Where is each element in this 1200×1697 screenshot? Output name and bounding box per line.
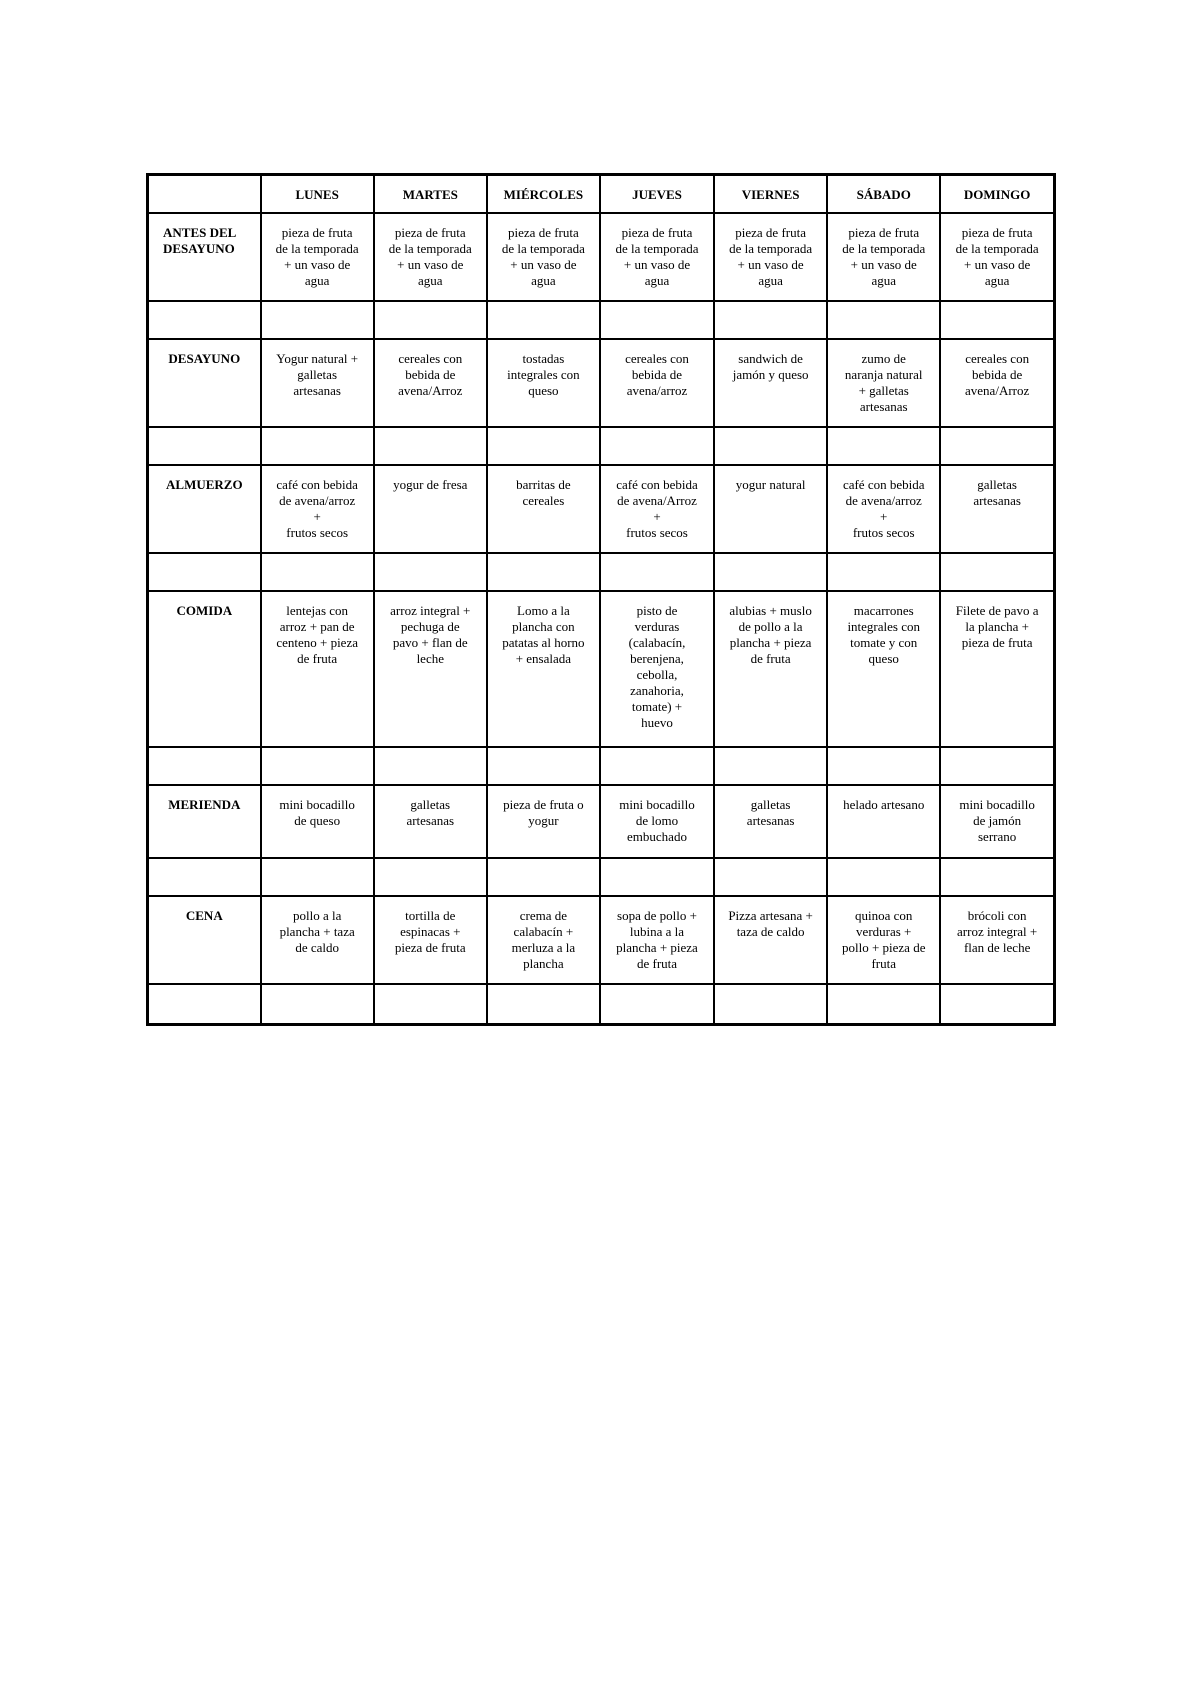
meal-row-merienda xyxy=(148,785,1055,858)
day-header-lunes: LUNES xyxy=(261,175,374,214)
meal-cell: cereales con bebida de avena/Arroz xyxy=(940,339,1054,427)
empty-cell xyxy=(940,858,1054,896)
spacer-row xyxy=(148,301,1055,339)
meal-cell: galletas artesanas xyxy=(374,785,487,858)
empty-cell xyxy=(827,427,940,465)
empty-cell xyxy=(940,553,1054,591)
meal-cell: café con bebida de avena/arroz + frutos secos xyxy=(827,465,940,553)
meal-cell: pisto de verduras (calabacín, berenjena, cebolla, zanahoria, tomate) + huevo xyxy=(600,591,714,747)
meal-cell: pieza de fruta o yogur xyxy=(487,785,600,858)
empty-cell xyxy=(374,301,487,339)
meal-cell: pieza de fruta de la temporada + un vaso de agua xyxy=(940,213,1054,301)
weekly-menu-table xyxy=(146,173,1056,1026)
empty-cell xyxy=(827,553,940,591)
meal-cell: sandwich de jamón y queso xyxy=(714,339,827,427)
header-row xyxy=(148,175,1055,214)
meal-cell: cereales con bebida de avena/arroz xyxy=(600,339,714,427)
meal-cell: galletas artesanas xyxy=(940,465,1054,553)
meal-label: ALMUERZO xyxy=(148,465,261,553)
empty-cell xyxy=(148,858,261,896)
empty-cell xyxy=(487,984,600,1025)
meal-label: DESAYUNO xyxy=(148,339,261,427)
meal-cell: café con bebida de avena/Arroz + frutos secos xyxy=(600,465,714,553)
meal-cell: brócoli con arroz integral + flan de leche xyxy=(940,896,1054,984)
meal-cell: Pizza artesana + taza de caldo xyxy=(714,896,827,984)
spacer-row xyxy=(148,427,1055,465)
empty-cell xyxy=(487,858,600,896)
empty-cell xyxy=(148,427,261,465)
empty-cell xyxy=(940,984,1054,1025)
meal-row-almuerzo xyxy=(148,465,1055,553)
meal-row-antes-del-desayuno xyxy=(148,213,1055,301)
empty-cell xyxy=(714,747,827,785)
empty-cell xyxy=(487,747,600,785)
empty-cell xyxy=(714,427,827,465)
spacer-row xyxy=(148,984,1055,1025)
meal-row-desayuno xyxy=(148,339,1055,427)
meal-cell: pieza de fruta de la temporada + un vaso de agua xyxy=(487,213,600,301)
empty-cell xyxy=(827,747,940,785)
empty-cell xyxy=(261,301,374,339)
meal-cell: Yogur natural + galletas artesanas xyxy=(261,339,374,427)
empty-cell xyxy=(261,984,374,1025)
day-header-viernes: VIERNES xyxy=(714,175,827,214)
meal-cell: alubias + muslo de pollo a la plancha + pieza de fruta xyxy=(714,591,827,747)
meal-cell: barritas de cereales xyxy=(487,465,600,553)
spacer-row xyxy=(148,858,1055,896)
empty-cell xyxy=(148,553,261,591)
meal-cell: pollo a la plancha + taza de caldo xyxy=(261,896,374,984)
empty-cell xyxy=(940,301,1054,339)
meal-cell: helado artesano xyxy=(827,785,940,858)
meal-cell: arroz integral + pechuga de pavo + flan de leche xyxy=(374,591,487,747)
meal-cell: pieza de fruta de la temporada + un vaso de agua xyxy=(600,213,714,301)
empty-cell xyxy=(827,301,940,339)
meal-cell: cereales con bebida de avena/Arroz xyxy=(374,339,487,427)
meal-cell: mini bocadillo de queso xyxy=(261,785,374,858)
spacer-row xyxy=(148,553,1055,591)
meal-row-comida xyxy=(148,591,1055,747)
meal-cell: tostadas integrales con queso xyxy=(487,339,600,427)
empty-cell xyxy=(940,427,1054,465)
spacer-row xyxy=(148,747,1055,785)
empty-cell xyxy=(487,553,600,591)
empty-cell xyxy=(261,427,374,465)
meal-cell: pieza de fruta de la temporada + un vaso de agua xyxy=(261,213,374,301)
meal-cell: macarrones integrales con tomate y con queso xyxy=(827,591,940,747)
empty-cell xyxy=(487,427,600,465)
empty-cell xyxy=(600,427,714,465)
meal-cell: mini bocadillo de lomo embuchado xyxy=(600,785,714,858)
empty-cell xyxy=(714,984,827,1025)
corner-cell xyxy=(148,175,261,214)
empty-cell xyxy=(600,747,714,785)
meal-cell: zumo de naranja natural + galletas artesanas xyxy=(827,339,940,427)
meal-cell: Filete de pavo a la plancha + pieza de fruta xyxy=(940,591,1054,747)
meal-cell: crema de calabacín + merluza a la plancha xyxy=(487,896,600,984)
empty-cell xyxy=(827,984,940,1025)
meal-row-cena xyxy=(148,896,1055,984)
meal-cell: galletas artesanas xyxy=(714,785,827,858)
empty-cell xyxy=(714,858,827,896)
empty-cell xyxy=(940,747,1054,785)
meal-cell: pieza de fruta de la temporada + un vaso de agua xyxy=(374,213,487,301)
empty-cell xyxy=(487,301,600,339)
meal-cell: yogur de fresa xyxy=(374,465,487,553)
day-header-domingo: DOMINGO xyxy=(940,175,1054,214)
empty-cell xyxy=(261,858,374,896)
day-header-martes: MARTES xyxy=(374,175,487,214)
empty-cell xyxy=(827,858,940,896)
empty-cell xyxy=(600,858,714,896)
empty-cell xyxy=(374,858,487,896)
meal-cell: Lomo a la plancha con patatas al horno + ensalada xyxy=(487,591,600,747)
empty-cell xyxy=(148,747,261,785)
empty-cell xyxy=(374,747,487,785)
empty-cell xyxy=(374,984,487,1025)
empty-cell xyxy=(714,553,827,591)
empty-cell xyxy=(714,301,827,339)
empty-cell xyxy=(600,553,714,591)
meal-cell: quinoa con verduras + pollo + pieza de fruta xyxy=(827,896,940,984)
empty-cell xyxy=(600,301,714,339)
empty-cell xyxy=(600,984,714,1025)
meal-cell: pieza de fruta de la temporada + un vaso de agua xyxy=(827,213,940,301)
meal-label: MERIENDA xyxy=(148,785,261,858)
empty-cell xyxy=(148,984,261,1025)
empty-cell xyxy=(261,553,374,591)
meal-cell: mini bocadillo de jamón serrano xyxy=(940,785,1054,858)
meal-cell: lentejas con arroz + pan de centeno + pieza de fruta xyxy=(261,591,374,747)
empty-cell xyxy=(374,427,487,465)
meal-label: COMIDA xyxy=(148,591,261,747)
meal-cell: tortilla de espinacas + pieza de fruta xyxy=(374,896,487,984)
day-header-sabado: SÁBADO xyxy=(827,175,940,214)
meal-cell: sopa de pollo + lubina a la plancha + pieza de fruta xyxy=(600,896,714,984)
meal-label: CENA xyxy=(148,896,261,984)
empty-cell xyxy=(148,301,261,339)
empty-cell xyxy=(261,747,374,785)
meal-cell: café con bebida de avena/arroz + frutos secos xyxy=(261,465,374,553)
day-header-miercoles: MIÉRCOLES xyxy=(487,175,600,214)
empty-cell xyxy=(374,553,487,591)
day-header-jueves: JUEVES xyxy=(600,175,714,214)
meal-label: ANTES DEL DESAYUNO xyxy=(148,213,261,301)
meal-cell: yogur natural xyxy=(714,465,827,553)
meal-cell: pieza de fruta de la temporada + un vaso de agua xyxy=(714,213,827,301)
